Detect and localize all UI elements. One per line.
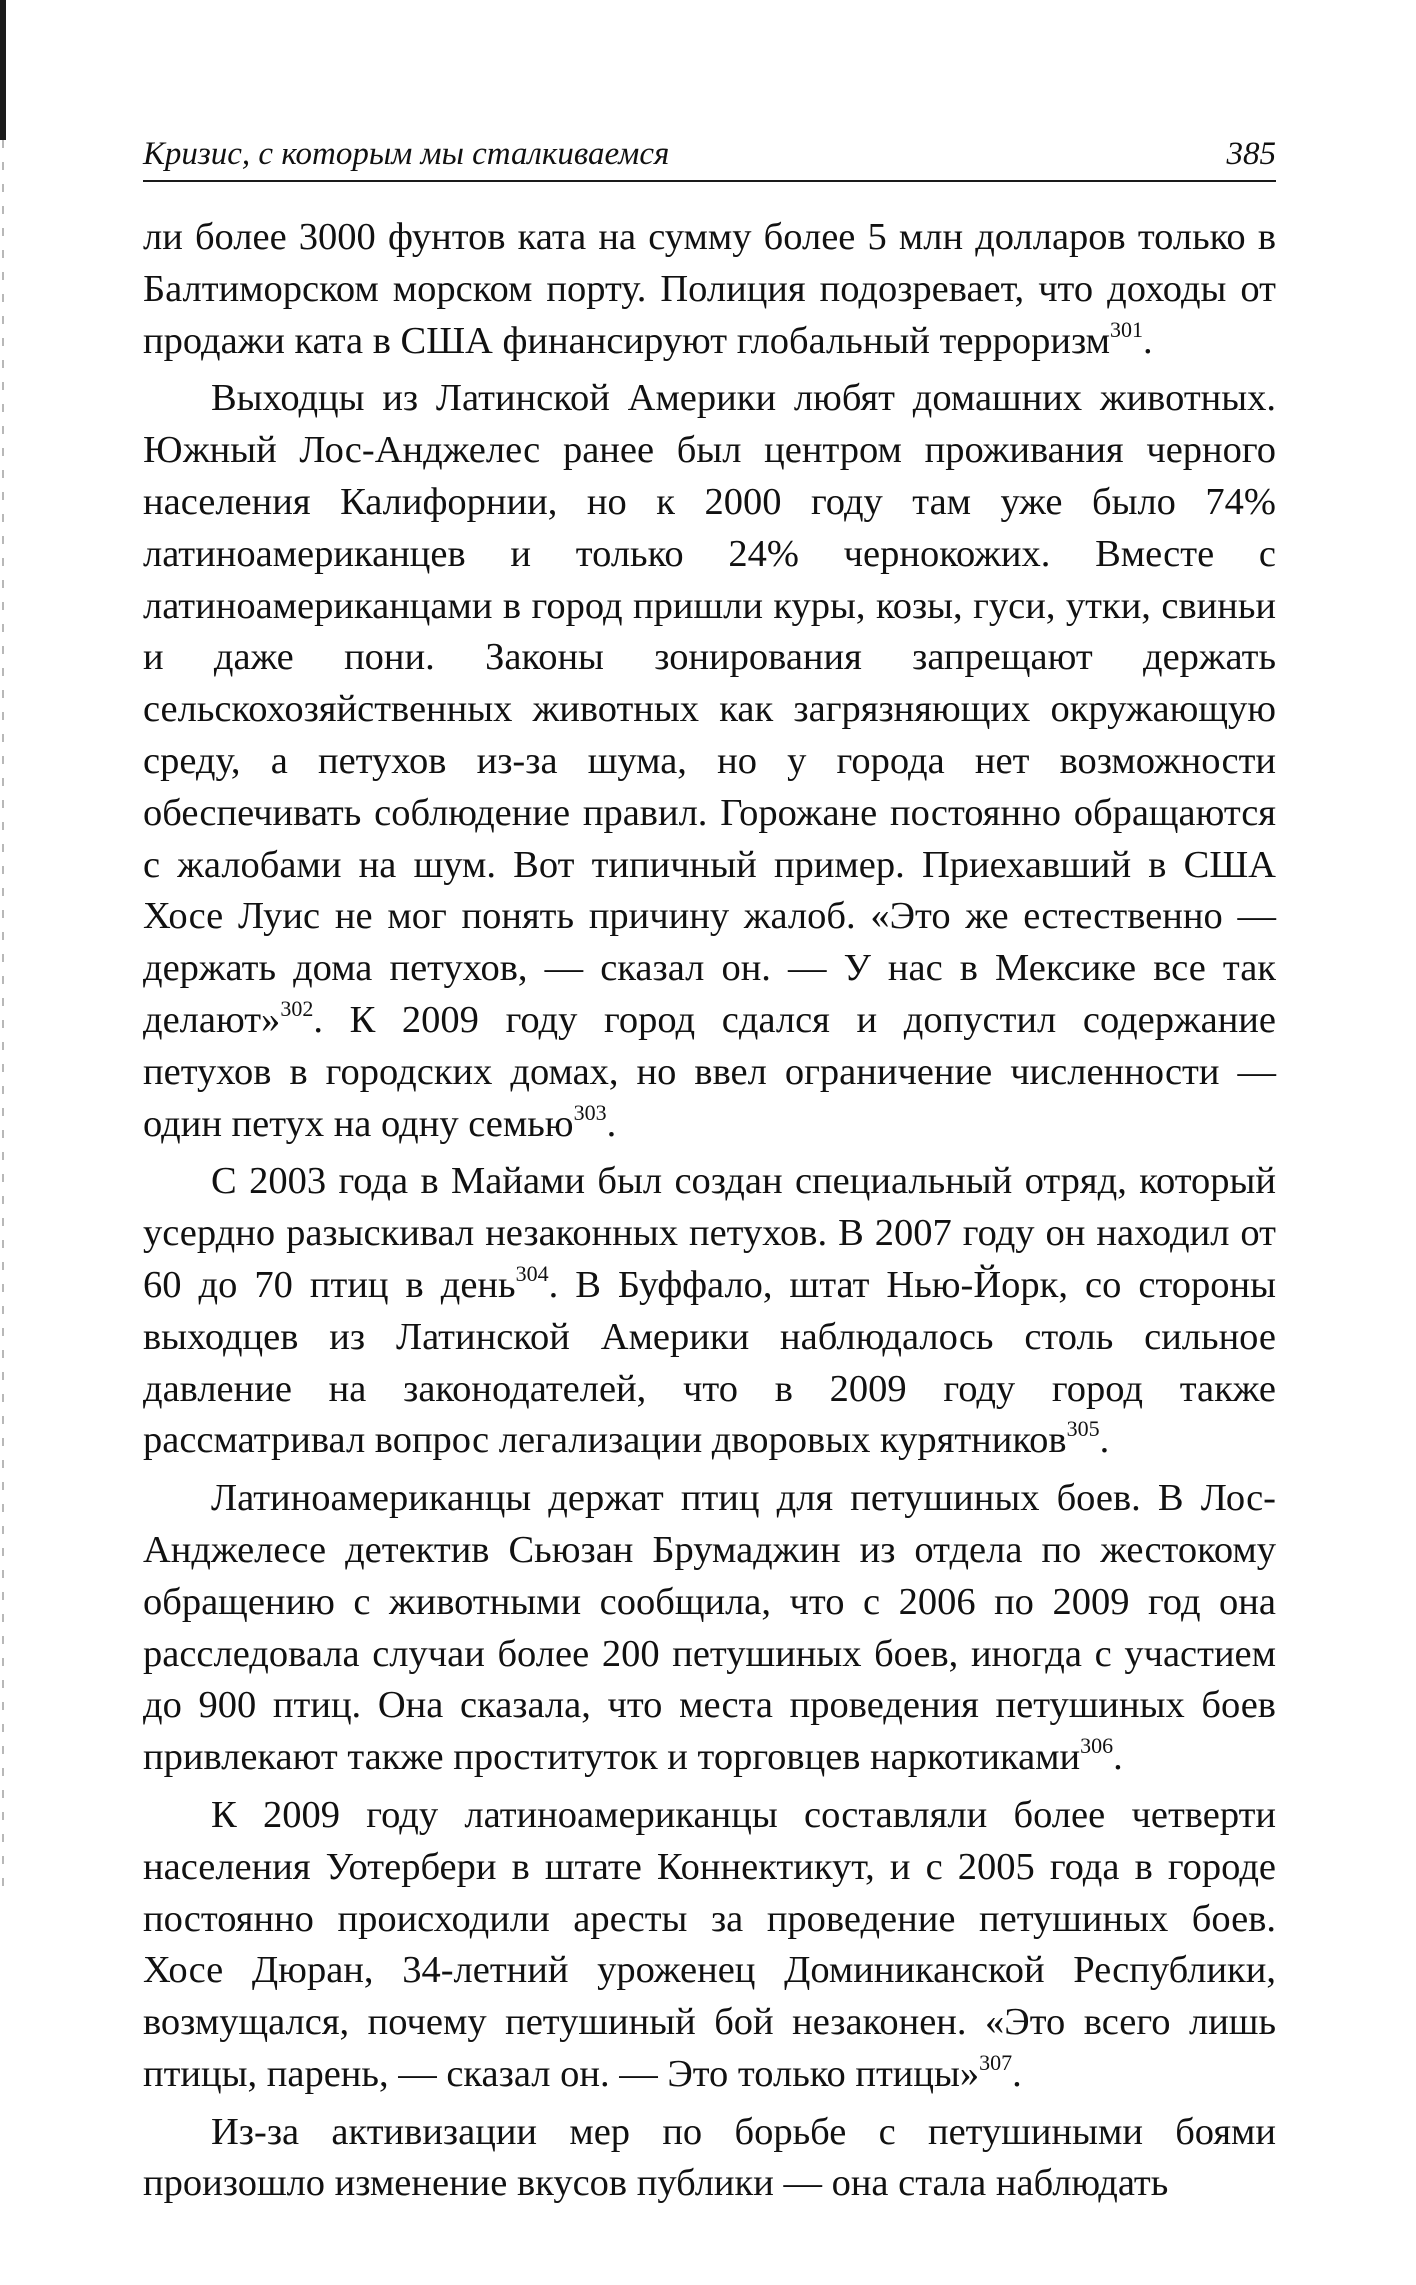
binding-edge-marks	[2, 140, 4, 1890]
body-text	[143, 212, 1276, 2210]
paragraph-2: Выходцы из Латинской Америки любят домашних животных. Южный Лос-Анджелес ранее был центром проживания черного населения Калифорнии, но к 2000 году там уже было 74% латиноамериканцев и только 24% чернокожих. Вместе с латиноамериканцами в город пришли куры, козы, гуси, утки, свиньи и даже пони. Законы зонирования запрещают держать сельскохозяйственных животных как загрязняющих окружающую среду, а петухов из-за шума, но у города нет возможности обеспечивать соблюдение правил. Горожане постоянно обращаются с жалобами на шум. Вот типичный пример. Приехавший в США Хосе Луис не мог понять причину жалоб. «Это же естественно — держать дома петухов, — сказал он. — У нас в Мексике все так делают»$^{302}$. К 2009 году город сдался и допустил содержание петухов в городских домах, но ввел ограничение численности — один петух на одну семью$^{303}$.	[143, 377, 1276, 1145]
paragraph-1: ли более 3000 фунтов ката на сумму более 5 млн долларов только в Балтиморском морском порту. Полиция подозревает, что доходы от продажи ката в США финансируют глобальный терроризм$^{301}$.	[143, 216, 1276, 362]
footnote-ref-306: 306	[1080, 1733, 1114, 1759]
running-title: Кризис, с которым мы сталкиваемся	[143, 136, 670, 172]
footnote-ref-302: 302	[280, 995, 314, 1021]
paragraph-3: С 2003 года в Майами был создан специальный отряд, который усердно разыскивал незаконных петухов. В 2007 году он находил от 60 до 70 птиц в день$^{304}$. В Буффало, штат Нью-Йорк, со стороны выходцев из Латинской Америки наблюдалось столь сильное давление на законодателей, что в 2009 году город также рассматривал вопрос легализации дворовых курятников$^{305}$.	[143, 1160, 1276, 1462]
paragraph-6: Из-за активизации мер по борьбе с петушиными боями произошло изменение вкусов публики — она стала наблюдать	[143, 2110, 1276, 2205]
book-page	[143, 128, 1276, 2216]
footnote-ref-305: 305	[1066, 1416, 1100, 1442]
footnote-ref-303: 303	[573, 1099, 607, 1125]
running-header	[143, 128, 1276, 182]
footnote-ref-304: 304	[515, 1260, 549, 1286]
footnote-ref-307: 307	[979, 2049, 1013, 2075]
footnote-ref-301: 301	[1110, 316, 1144, 342]
paragraph-5: К 2009 году латиноамериканцы составляли более четверти населения Уотербери в штате Коннектикут, и с 2005 года в городе постоянно происходили аресты за проведение петушиных боев. Хосе Дюран, 34-летний уроженец Доминиканской Республики, возмущался, почему петушиный бой незаконен. «Это всего лишь птицы, парень, — сказал он. — Это только птицы»$^{307}$.	[143, 1793, 1276, 2095]
paragraph-4: Латиноамериканцы держат птиц для петушиных боев. В Лос-Анджелесе детектив Сьюзан Брумаджин из отдела по жестокому обращению с животными сообщила, что с 2006 по 2009 год она расследовала случаи более 200 петушиных боев, иногда с участием до 900 птиц. Она сказала, что места проведения петушиных боев привлекают также проституток и торговцев наркотиками$^{306}$.	[143, 1477, 1276, 1779]
binding-edge-shadow	[0, 0, 6, 140]
page-number: 385	[1226, 136, 1276, 172]
